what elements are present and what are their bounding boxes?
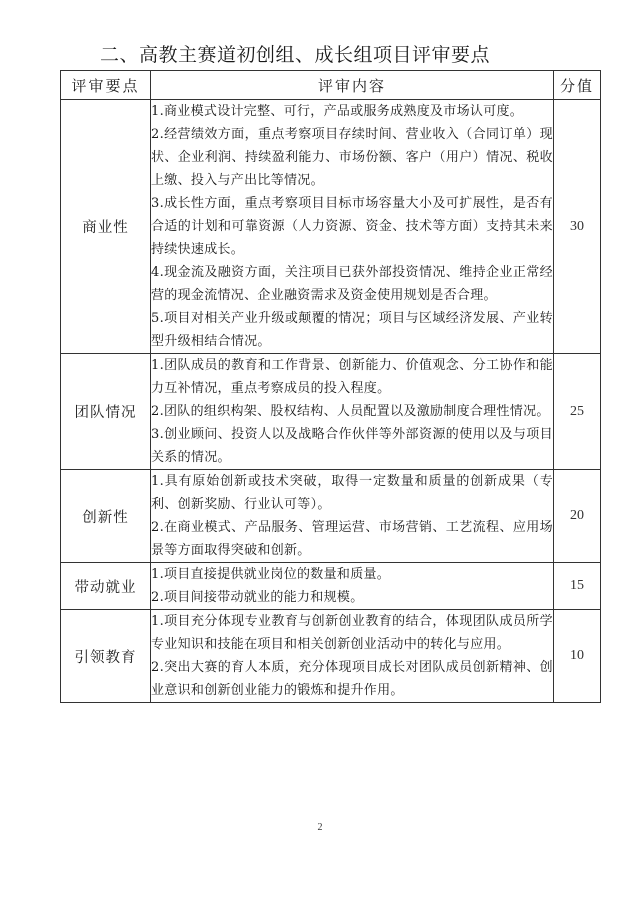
header-criterion: 评审要点 — [61, 71, 151, 100]
table-row — [61, 470, 601, 563]
content-cell — [151, 470, 554, 563]
score-cell: 25 — [554, 354, 601, 470]
evaluation-criteria-table — [60, 70, 601, 703]
criterion-cell: 带动就业 — [61, 563, 151, 610]
content-item: 3.成长性方面，重点考察项目目标市场容量大小及可扩展性，是否有合适的计划和可靠资源（人力资源、资金、技术等方面）支持其未来持续快速成长。 — [151, 196, 553, 257]
table-row — [61, 563, 601, 610]
content-item: 5.项目对相关产业升级或颠覆的情况；项目与区域经济发展、产业转型升级相结合情况。 — [151, 311, 553, 349]
content-item: 3.创业顾问、投资人以及战略合作伙伴等外部资源的使用以及与项目关系的情况。 — [151, 427, 553, 465]
content-item: 1.团队成员的教育和工作背景、创新能力、价值观念、分工协作和能力互补情况，重点考察成员的投入程度。 — [151, 358, 553, 396]
table-header-row — [61, 71, 601, 100]
content-item: 2.在商业模式、产品服务、管理运营、市场营销、工艺流程、应用场景等方面取得突破和创新。 — [151, 520, 553, 558]
criterion-cell: 引领教育 — [61, 610, 151, 703]
content-cell — [151, 610, 554, 703]
page-title: 二、高教主赛道初创组、成长组项目评审要点 — [100, 44, 491, 66]
criterion-cell: 商业性 — [61, 100, 151, 354]
content-item: 1.项目充分体现专业教育与创新创业教育的结合，体现团队成员所学专业知识和技能在项目和相关创新创业活动中的转化与应用。 — [151, 614, 553, 652]
content-item: 2.项目间接带动就业的能力和规模。 — [151, 590, 364, 605]
content-item: 1.商业模式设计完整、可行，产品或服务成熟度及市场认可度。 — [151, 104, 524, 119]
content-item: 1.具有原始创新或技术突破，取得一定数量和质量的创新成果（专利、创新奖励、行业认可等）。 — [151, 474, 553, 512]
header-content: 评审内容 — [151, 71, 554, 100]
score-cell: 15 — [554, 563, 601, 610]
content-cell — [151, 354, 554, 470]
table-row — [61, 354, 601, 470]
content-item: 2.团队的组织构架、股权结构、人员配置以及激励制度合理性情况。 — [151, 404, 550, 419]
content-item: 2.经营绩效方面，重点考察项目存续时间、营业收入（合同订单）现状、企业利润、持续盈利能力、市场份额、客户（用户）情况、税收上缴、投入与产出比等情况。 — [151, 127, 553, 188]
content-cell — [151, 100, 554, 354]
criterion-cell: 创新性 — [61, 470, 151, 563]
score-cell: 20 — [554, 470, 601, 563]
content-item: 4.现金流及融资方面，关注项目已获外部投资情况、维持企业正常经营的现金流情况、企业融资需求及资金使用规划是否合理。 — [151, 265, 553, 303]
page-number: 2 — [317, 822, 323, 833]
table-row — [61, 100, 601, 354]
content-cell — [151, 563, 554, 610]
score-cell: 10 — [554, 610, 601, 703]
table-row — [61, 610, 601, 703]
score-cell: 30 — [554, 100, 601, 354]
header-score: 分值 — [554, 71, 601, 100]
content-item: 1.项目直接提供就业岗位的数量和质量。 — [151, 567, 391, 582]
content-item: 2.突出大赛的育人本质，充分体现项目成长对团队成员创新精神、创业意识和创新创业能力的锻炼和提升作用。 — [151, 660, 553, 698]
criterion-cell: 团队情况 — [61, 354, 151, 470]
